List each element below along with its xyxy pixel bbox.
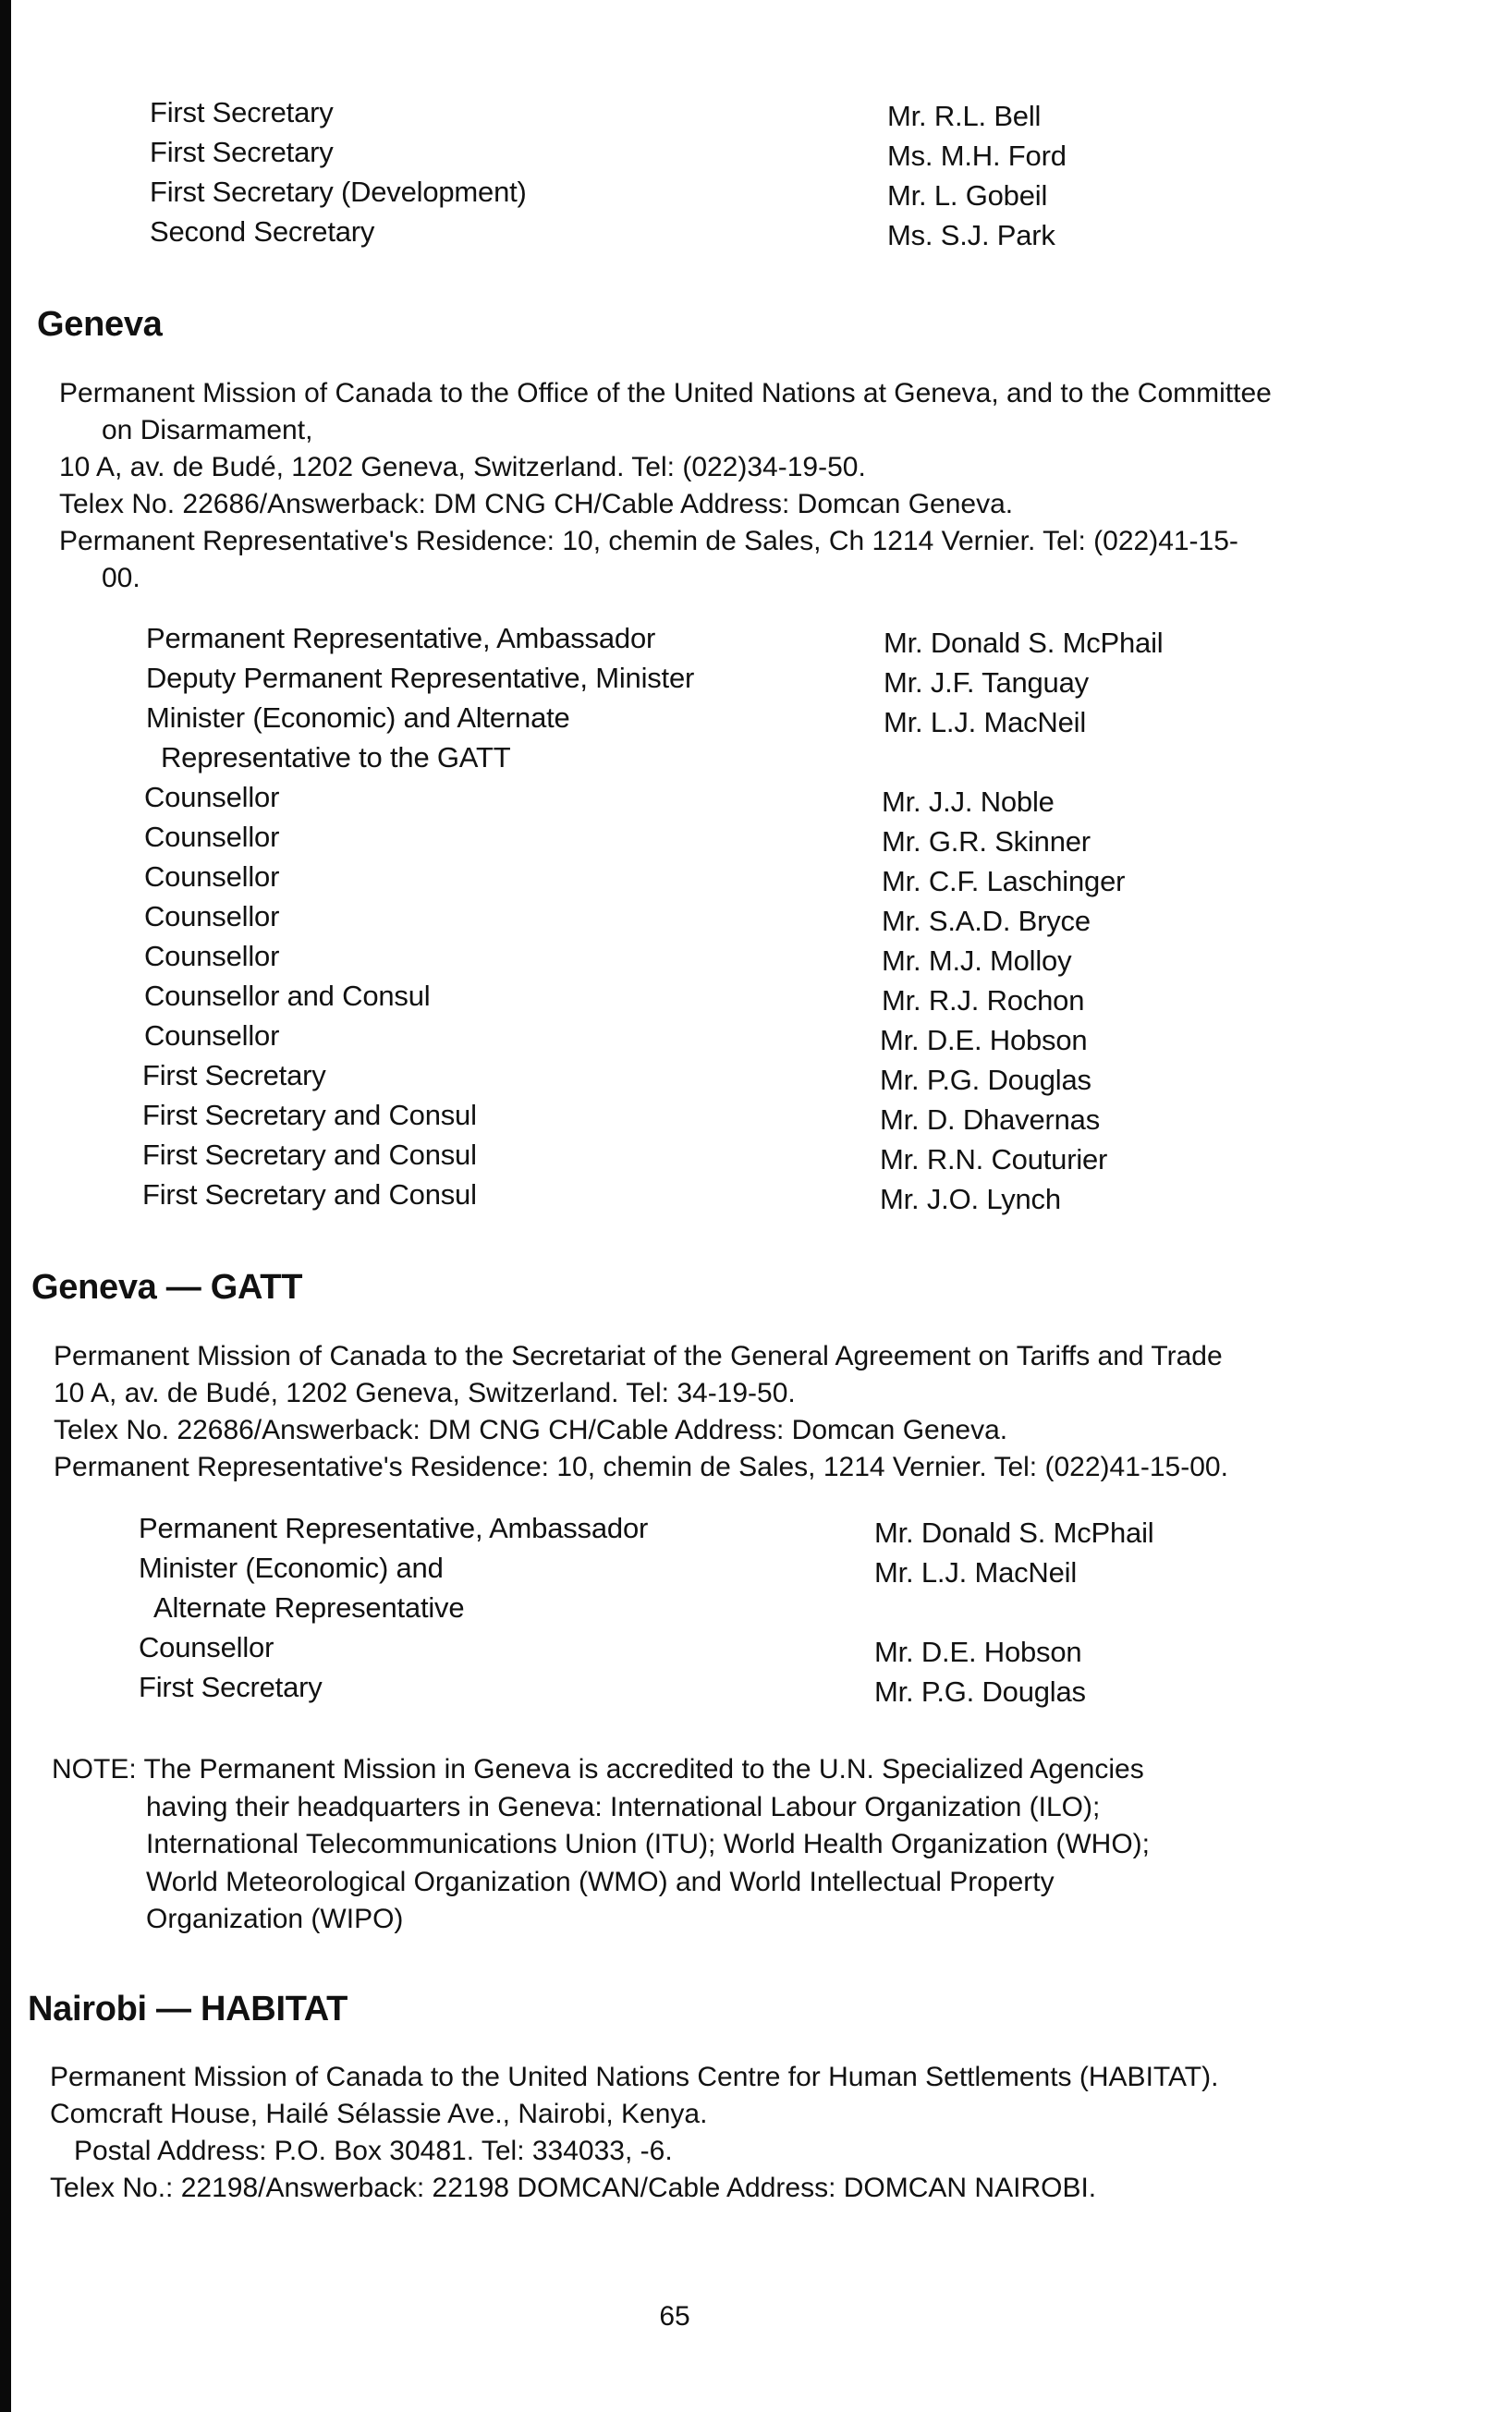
staff-name: Mr. C.F. Laschinger <box>882 865 1126 897</box>
staff-title: First Secretary and Consul <box>142 1178 477 1211</box>
staff-name: Mr. P.G. Douglas <box>880 1064 1091 1096</box>
staff-name: Ms. S.J. Park <box>887 219 1055 251</box>
note-line: Organization (WIPO) <box>146 1904 404 1934</box>
note-line: NOTE: The Permanent Mission in Geneva is accredited to the U.N. Specialized Agencies <box>52 1754 1144 1785</box>
geneva-address-block <box>59 375 1272 597</box>
staff-name: Mr. R.J. Rochon <box>882 984 1085 1017</box>
address-line: 10 A, av. de Budé, 1202 Geneva, Switzerland. Tel: (022)34-19-50. <box>59 452 866 482</box>
address-line: Permanent Mission of Canada to the Secretariat of the General Agreement on Tariffs and Trade <box>54 1341 1223 1371</box>
staff-title: Counsellor <box>144 940 280 972</box>
address-line: Telex No.: 22198/Answerback: 22198 DOMCAN/Cable Address: DOMCAN NAIROBI. <box>50 2173 1097 2203</box>
staff-name: Mr. L. Gobeil <box>887 179 1048 212</box>
staff-title: Counsellor <box>144 781 280 813</box>
address-line: Postal Address: P.O. Box 30481. Tel: 334033, -6. <box>74 2136 673 2166</box>
staff-name: Mr. J.J. Noble <box>882 786 1055 818</box>
staff-name: Mr. R.L. Bell <box>887 100 1042 132</box>
staff-name: Mr. Donald S. McPhail <box>884 627 1164 659</box>
section-heading-geneva: Geneva <box>37 305 163 344</box>
staff-title: Alternate Representative <box>153 1591 465 1624</box>
staff-name: Mr. S.A.D. Bryce <box>882 905 1091 937</box>
staff-name: Mr. P.G. Douglas <box>874 1675 1086 1708</box>
staff-name: Mr. J.O. Lynch <box>880 1183 1061 1215</box>
staff-name: Mr. D.E. Hobson <box>874 1636 1082 1668</box>
note-line: International Telecommunications Union (ITU); World Health Organization (WHO); <box>146 1829 1150 1859</box>
staff-name: Mr. R.N. Couturier <box>880 1143 1108 1176</box>
address-line: Telex No. 22686/Answerback: DM CNG CH/Cable Address: Domcan Geneva. <box>59 489 1014 519</box>
address-line: Telex No. 22686/Answerback: DM CNG CH/Cable Address: Domcan Geneva. <box>54 1415 1008 1445</box>
staff-name: Mr. L.J. MacNeil <box>884 706 1087 738</box>
section-heading-nairobi-habitat: Nairobi — HABITAT <box>28 1990 348 2028</box>
note-line: World Meteorological Organization (WMO) and World Intellectual Property <box>146 1866 1055 1897</box>
scan-edge-bar <box>0 0 11 2412</box>
staff-title: Minister (Economic) and Alternate <box>146 701 570 734</box>
staff-title: Counsellor and Consul <box>144 980 431 1012</box>
staff-title: Permanent Representative, Ambassador <box>139 1512 649 1544</box>
address-line: on Disarmament, <box>102 415 313 445</box>
nairobi-address-block <box>50 2059 1218 2207</box>
staff-title: First Secretary <box>150 136 334 168</box>
staff-title: First Secretary (Development) <box>150 176 527 208</box>
section-heading-geneva-gatt: Geneva — GATT <box>31 1268 303 1307</box>
staff-name: Mr. L.J. MacNeil <box>874 1556 1078 1589</box>
note-block <box>52 1751 1150 1939</box>
staff-title: Counsellor <box>139 1631 274 1663</box>
staff-title: First Secretary and Consul <box>142 1139 477 1171</box>
staff-title: Counsellor <box>144 900 280 932</box>
geneva-gatt-address-block <box>54 1338 1228 1486</box>
staff-title: Counsellor <box>144 1019 280 1052</box>
staff-title: Counsellor <box>144 860 280 893</box>
staff-title: First Secretary and Consul <box>142 1099 477 1131</box>
address-line: 00. <box>102 563 140 593</box>
address-line: Permanent Representative's Residence: 10, chemin de Sales, 1214 Vernier. Tel: (022)41-15-00. <box>54 1452 1228 1482</box>
address-line: Permanent Representative's Residence: 10, chemin de Sales, Ch 1214 Vernier. Tel: (022)41-15- <box>59 526 1238 556</box>
address-line: Permanent Mission of Canada to the Office of the United Nations at Geneva, and to the Committee <box>59 378 1272 408</box>
staff-name: Mr. G.R. Skinner <box>882 825 1091 858</box>
staff-title: First Secretary <box>150 96 334 128</box>
staff-name: Mr. D.E. Hobson <box>880 1024 1088 1056</box>
page-number: 65 <box>659 2301 690 2332</box>
staff-name: Mr. J.F. Tanguay <box>884 666 1089 699</box>
staff-name: Mr. M.J. Molloy <box>882 944 1072 977</box>
staff-title: Representative to the GATT <box>161 741 511 774</box>
staff-title: Deputy Permanent Representative, Minister <box>146 662 695 694</box>
staff-title: First Secretary <box>142 1059 326 1091</box>
staff-name: Mr. Donald S. McPhail <box>874 1517 1154 1549</box>
address-line: Permanent Mission of Canada to the United Nations Centre for Human Settlements (HABITAT). <box>50 2062 1219 2092</box>
staff-name: Ms. M.H. Ford <box>887 140 1067 172</box>
staff-name: Mr. D. Dhavernas <box>880 1103 1100 1136</box>
address-line: Comcraft House, Hailé Sélassie Ave., Nairobi, Kenya. <box>50 2099 708 2129</box>
staff-title: Minister (Economic) and <box>139 1552 444 1584</box>
staff-title: First Secretary <box>139 1671 323 1703</box>
note-line: having their headquarters in Geneva: International Labour Organization (ILO); <box>146 1791 1101 1822</box>
staff-title: Counsellor <box>144 821 280 853</box>
address-line: 10 A, av. de Budé, 1202 Geneva, Switzerland. Tel: 34-19-50. <box>54 1378 796 1408</box>
staff-title: Second Secretary <box>150 215 375 248</box>
staff-title: Permanent Representative, Ambassador <box>146 622 656 654</box>
